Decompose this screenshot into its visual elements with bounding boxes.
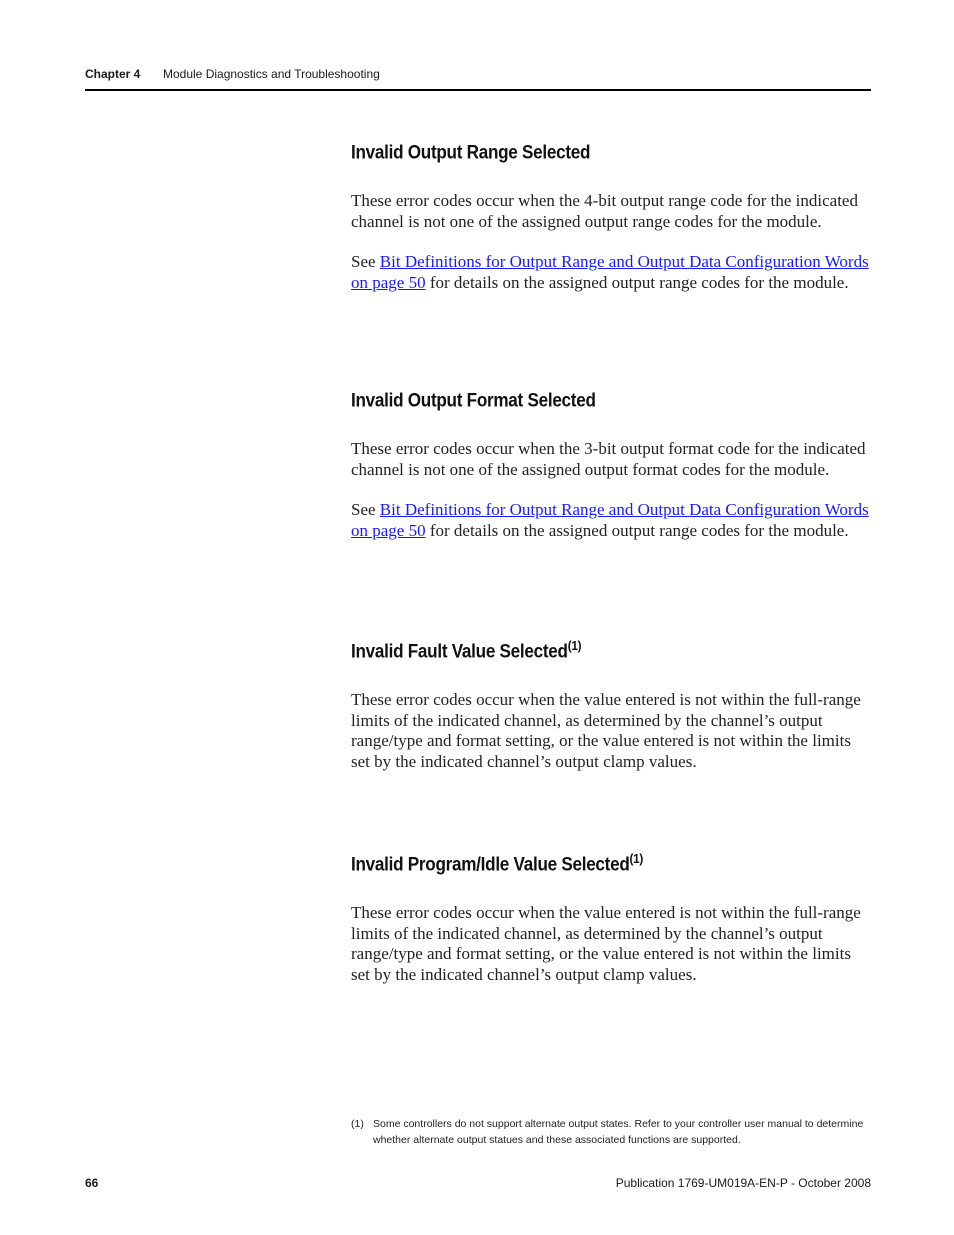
section-see-paragraph: See Bit Definitions for Output Range and Output Data Configuration Words on page 50 for details on the assigned output range codes for the module. — [351, 500, 869, 540]
section-see-paragraph: See Bit Definitions for Output Range and Output Data Configuration Words on page 50 for details on the assigned output range codes for the module. — [351, 252, 869, 292]
page-number: 66 — [85, 1176, 99, 1190]
section-invalid-fault-value — [351, 633, 871, 772]
cross-reference-link[interactable]: Bit Definitions for Output Range and Output Data Configuration Words on page 50 — [351, 252, 869, 292]
header-rule — [85, 89, 871, 91]
chapter-title: Module Diagnostics and Troubleshooting — [163, 67, 380, 81]
section-invalid-output-format — [351, 382, 871, 541]
section-invalid-output-range — [351, 134, 871, 293]
section-heading: Invalid Output Range Selected — [351, 142, 591, 164]
section-paragraph: These error codes occur when the value entered is not within the full-range limits of the indicated channel, as determined by the channel’s output range/type and format setting, or the value entered is not within the limits set by the indicated channel’s output clamp values. — [351, 690, 861, 771]
cross-reference-link[interactable]: Bit Definitions for Output Range and Output Data Configuration Words on page 50 — [351, 500, 869, 540]
page-footer — [85, 1176, 871, 1196]
section-paragraph: These error codes occur when the 4-bit output range code for the indicated channel is not one of the assigned output range codes for the module. — [351, 191, 858, 231]
section-heading: Invalid Program/Idle Value Selected$^{(1)}$ — [351, 851, 644, 876]
footnote-number: (1) — [351, 1118, 364, 1130]
section-paragraph: These error codes occur when the value entered is not within the full-range limits of the indicated channel, as determined by the channel’s output range/type and format setting, or the value entered is not within the limits set by the indicated channel’s output clamp values. — [351, 903, 861, 984]
section-paragraph: These error codes occur when the 3-bit output format code for the indicated channel is not one of the assigned output format codes for the module. — [351, 439, 866, 479]
chapter-label: Chapter 4 — [85, 67, 141, 81]
section-heading: Invalid Fault Value Selected$^{(1)}$ — [351, 638, 582, 663]
footnote-text: Some controllers do not support alternate output states. Refer to your controller user manual to determine whether alternate output statues and these associated functions are supported. — [373, 1118, 864, 1146]
footnote-ref: (1) — [567, 638, 582, 653]
section-heading: Invalid Output Format Selected — [351, 390, 596, 412]
page-header — [85, 66, 871, 90]
publication-info: Publication 1769-UM019A-EN-P - October 2008 — [615, 1176, 871, 1190]
footnote-ref: (1) — [629, 851, 644, 866]
footnote — [351, 1116, 871, 1148]
section-invalid-program-idle-value — [351, 846, 871, 985]
